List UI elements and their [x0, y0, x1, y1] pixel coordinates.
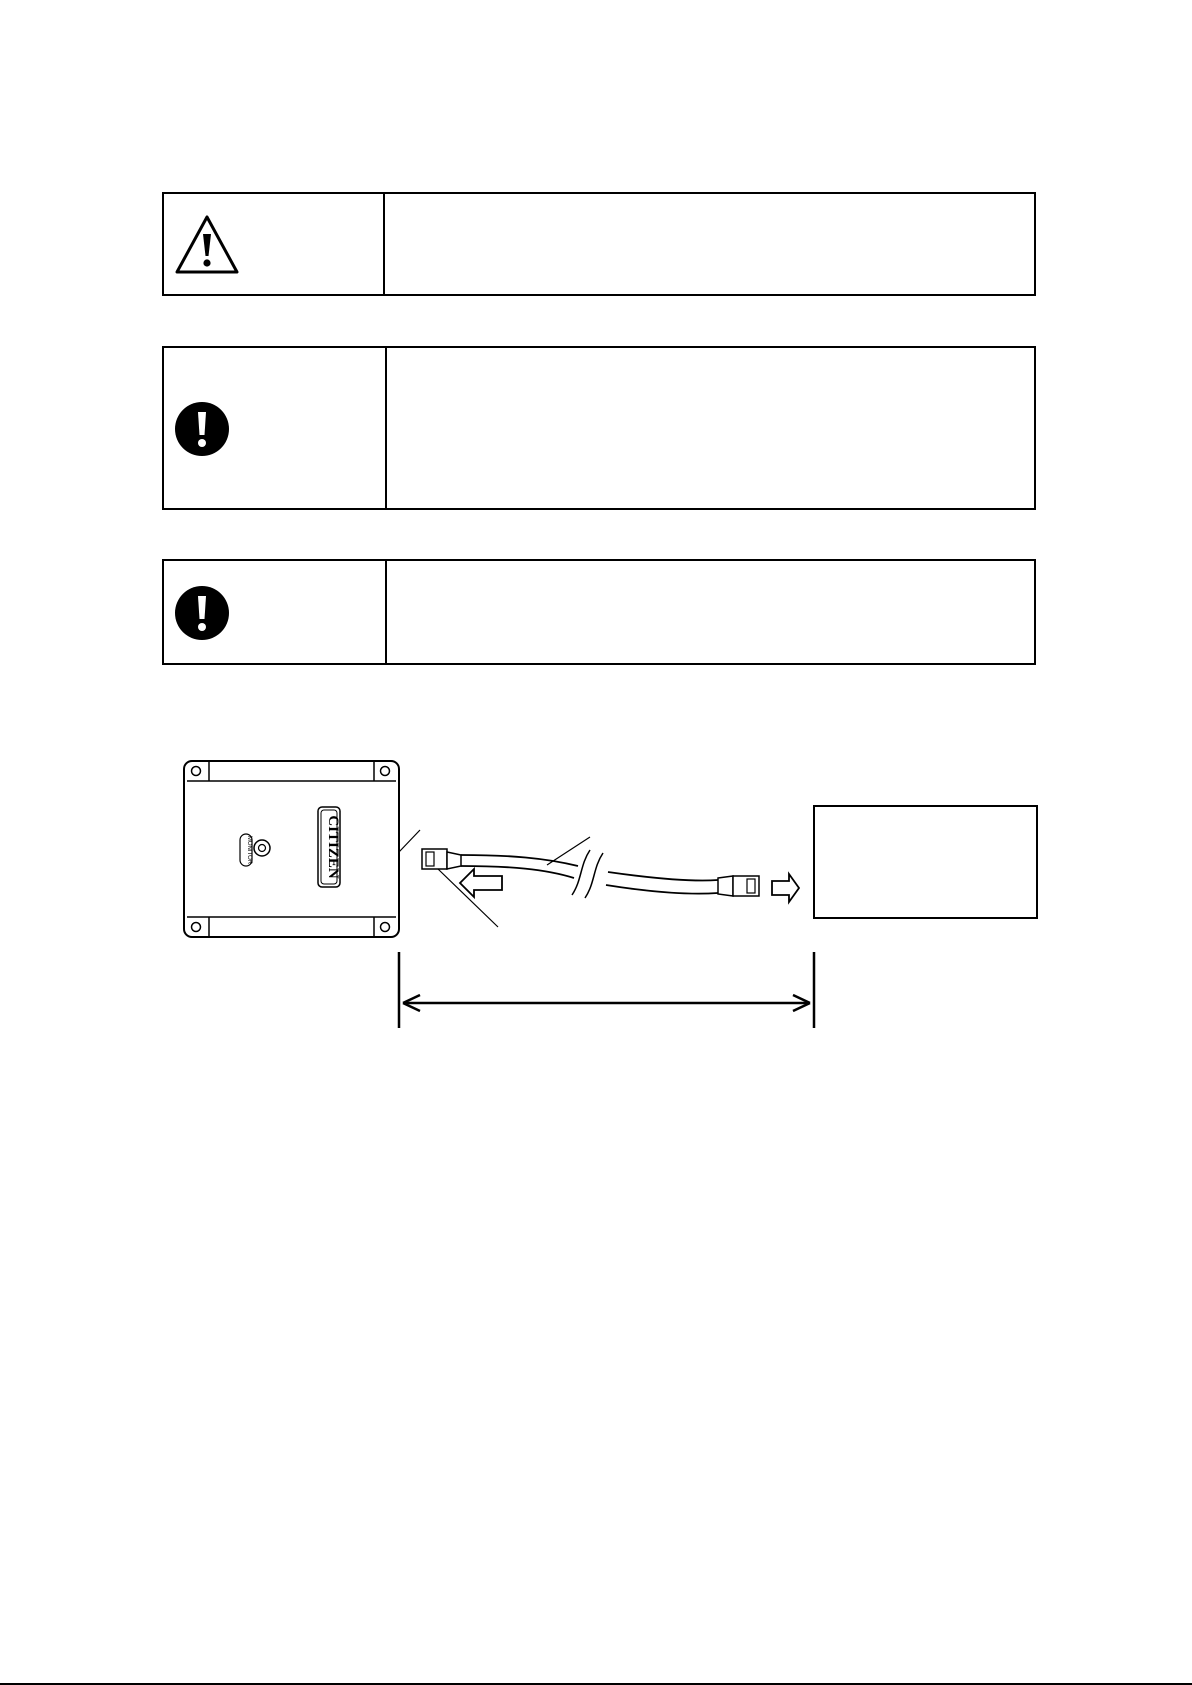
cable-length-dimension [399, 952, 814, 1028]
right-cable-plug [718, 876, 759, 896]
left-cable-plug [422, 849, 461, 869]
monitor-label: MONITOR [246, 835, 252, 865]
cable-break-mark [585, 853, 603, 898]
connected-equipment-box [814, 806, 1037, 918]
brand-logo-text: CITIZEN [325, 815, 341, 879]
cable-right-segment [606, 872, 718, 894]
monitor-button [254, 840, 270, 856]
device-unit [184, 761, 399, 937]
cable-leader-line [547, 837, 590, 865]
insert-direction-left-arrow [460, 869, 502, 897]
port-leader-line [399, 830, 420, 852]
cable-left-segment [461, 855, 578, 878]
insert-direction-right-arrow [772, 874, 799, 902]
cable-break-mark [572, 850, 590, 895]
